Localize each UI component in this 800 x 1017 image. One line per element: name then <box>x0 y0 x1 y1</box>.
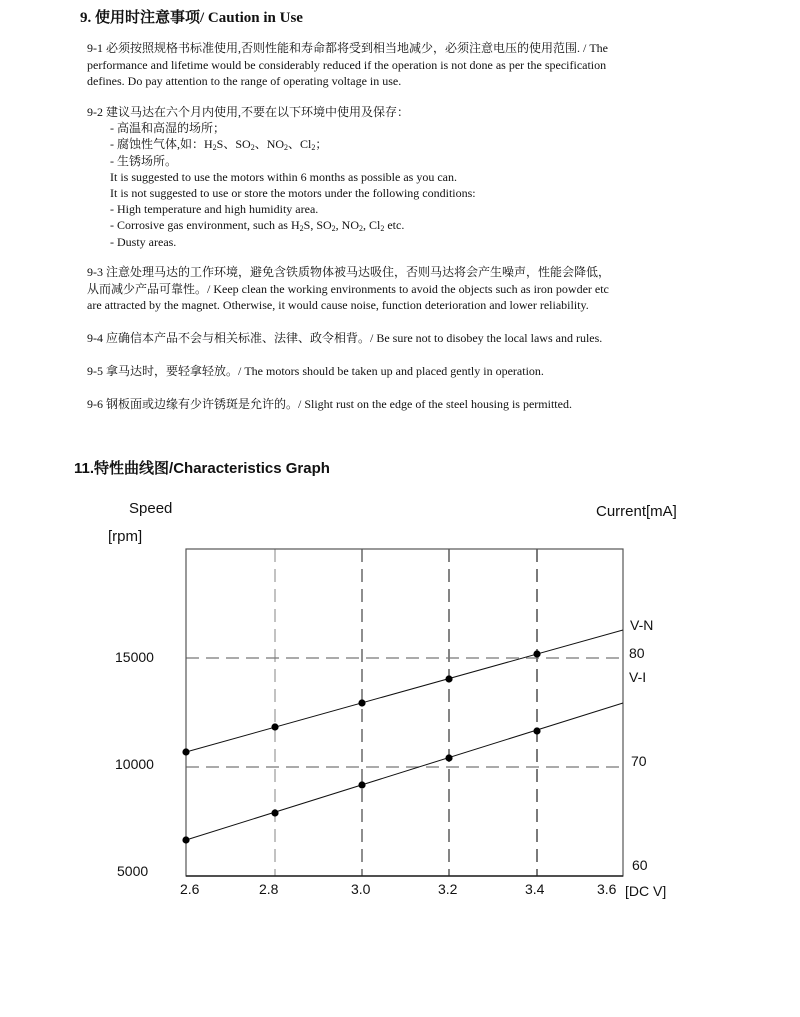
text-line: 从而减少产品可靠性。/ Keep clean the working environments to avoid the objects such as iron powder etc <box>87 281 609 296</box>
text-line: 9-2 建议马达在六个月内使用,不要在以下环境中使用及保存： <box>87 105 409 119</box>
section-9-title: 9. 使用时注意事项/ Caution in Use <box>80 10 303 26</box>
x-tick: 3.2 <box>438 881 458 897</box>
series-v-n <box>182 630 623 756</box>
text-line: It is suggested to use the motors within 6 months as possible as you can. <box>110 169 457 184</box>
series-v-i <box>182 703 623 844</box>
y-left-axis-unit: [rpm] <box>108 528 143 545</box>
text-line: - Corrosive gas environment, such as $H_2S$, $SO_2$, $NO_2$, $Cl_2$ etc. <box>110 218 405 234</box>
text-line: defines. Do pay attention to the range of operating voltage in use. <box>87 74 402 88</box>
x-tick: 2.8 <box>259 881 279 897</box>
text-line: 9-1 必须按照规格书标准使用,否则性能和寿命都将受到相当地减少，必须注意电压的使用范围. / The <box>87 41 608 55</box>
text-line: - High temperature and high humidity area. <box>110 202 319 217</box>
item-9-6: 9-6 钢板面或边缘有少许锈斑是允许的。/ Slight rust on the edge of the steel housing is permitted. <box>87 397 572 411</box>
x-axis-unit: [DC V] <box>625 883 667 899</box>
text-line: performance and lifetime would be considerably reduced if the operation is not done as per the specification <box>87 57 607 72</box>
series-label-v-i: V-I <box>629 669 647 685</box>
y-left-tick: 5000 <box>117 863 149 879</box>
x-tick: 3.4 <box>525 881 545 897</box>
y-left-axis-title: Speed <box>129 500 173 517</box>
text-line: - 生锈场所。 <box>110 153 177 168</box>
item-9-5: 9-5 拿马达时，要轻拿轻放。/ The motors should be taken up and placed gently in operation. <box>87 364 544 378</box>
text-line: 9-3 注意处理马达的工作环境，避免含铁质物体被马达吸住，否则马达将会产生噪声，性能会降低， <box>87 265 610 279</box>
y-left-tick: 10000 <box>115 756 154 772</box>
text-line: - Dusty areas. <box>110 234 177 249</box>
x-tick: 3.6 <box>597 881 617 897</box>
y-right-tick: 60 <box>632 857 648 873</box>
text-line: are attracted by the magnet. Otherwise, it would cause noise, function deterioration and lower reliability. <box>87 298 589 312</box>
plot-frame <box>186 549 623 876</box>
x-tick: 2.6 <box>180 881 200 897</box>
item-9-4: 9-4 应确信本产品不会与相关标准、法律、政令相背。/ Be sure not to disobey the local laws and rules. <box>87 331 603 345</box>
y-left-tick: 15000 <box>115 649 154 665</box>
vertical-gridlines <box>275 549 537 876</box>
y-right-axis-title: Current[mA] <box>596 503 677 520</box>
section-11-title: 11.特性曲线图/Characteristics Graph <box>74 460 330 477</box>
text-line: - 高温和高湿的场所； <box>110 121 225 136</box>
y-right-tick: 70 <box>631 753 647 769</box>
horizontal-gridlines <box>186 658 623 767</box>
x-tick: 3.0 <box>351 881 371 897</box>
series-label-v-n: V-N <box>630 617 654 633</box>
text-line: - 腐蚀性气体,如：$H_2S$、$SO_2$、$NO_2$、$Cl_2$； <box>110 137 328 153</box>
y-right-tick: 80 <box>629 645 645 661</box>
text-line: It is not suggested to use or store the motors under the following conditions: <box>110 186 476 201</box>
